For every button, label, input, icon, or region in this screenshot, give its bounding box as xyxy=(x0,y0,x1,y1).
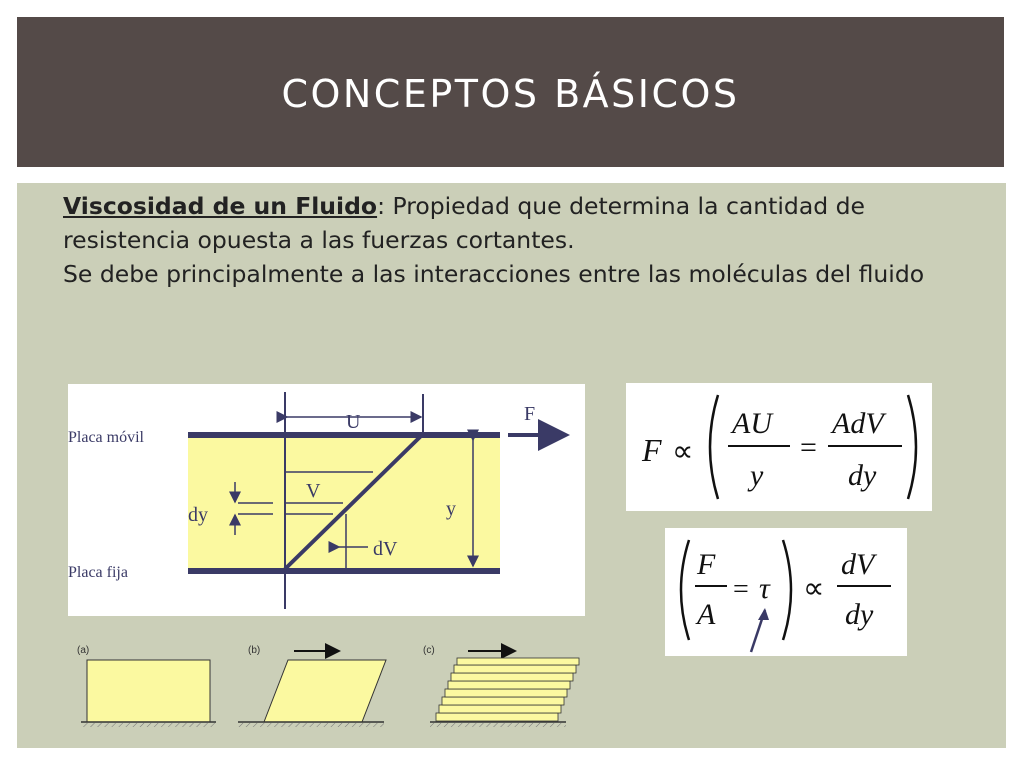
svg-text:F: F xyxy=(642,432,662,468)
fixed-plate xyxy=(188,568,500,574)
viscosity-paragraph xyxy=(63,189,983,291)
formula-force-proportionality xyxy=(626,383,932,511)
svg-text:dy: dy xyxy=(848,459,877,492)
content-area xyxy=(17,183,1006,748)
formula-shear-stress xyxy=(665,528,907,656)
svg-text:τ: τ xyxy=(759,572,770,605)
label-c: (c) xyxy=(423,645,435,656)
svg-text:dy: dy xyxy=(845,598,874,631)
svg-text:y: y xyxy=(750,459,764,492)
svg-text:AU: AU xyxy=(732,407,772,440)
svg-text:dV: dV xyxy=(841,548,875,581)
deformation-sketches xyxy=(66,638,586,746)
sheared-layers xyxy=(436,658,579,721)
label-U: U xyxy=(346,411,361,433)
shear-diagram xyxy=(68,384,585,616)
label-dV: dV xyxy=(373,538,398,560)
moving-plate xyxy=(188,432,500,438)
label-V: V xyxy=(306,480,321,502)
label-dy: dy xyxy=(188,504,208,526)
svg-text:=: = xyxy=(733,574,749,605)
slide-title: CONCEPTOS BÁSICOS xyxy=(281,72,740,116)
svg-text:F: F xyxy=(697,548,716,581)
term-viscosity: Viscosidad de un Fluido xyxy=(63,192,378,220)
label-y: y xyxy=(446,498,456,520)
definition-text: : Propiedad que determina la cantidad de resistencia opuesta a las fuerzas cortantes. xyxy=(63,192,865,254)
svg-text:∝: ∝ xyxy=(803,572,825,605)
title-bar xyxy=(17,17,1004,167)
label-fixed-plate: Placa fija xyxy=(68,564,128,581)
svg-text:=: = xyxy=(800,431,817,464)
svg-text:AdV: AdV xyxy=(832,407,884,440)
label-moving-plate: Placa móvil xyxy=(68,429,144,446)
label-F: F xyxy=(524,403,536,425)
svg-text:A: A xyxy=(697,598,716,631)
label-a: (a) xyxy=(77,645,90,656)
svg-text:∝: ∝ xyxy=(672,435,694,468)
cause-text: Se debe principalmente a las interacciones entre las moléculas del fluido xyxy=(63,260,925,288)
label-b: (b) xyxy=(248,645,261,656)
